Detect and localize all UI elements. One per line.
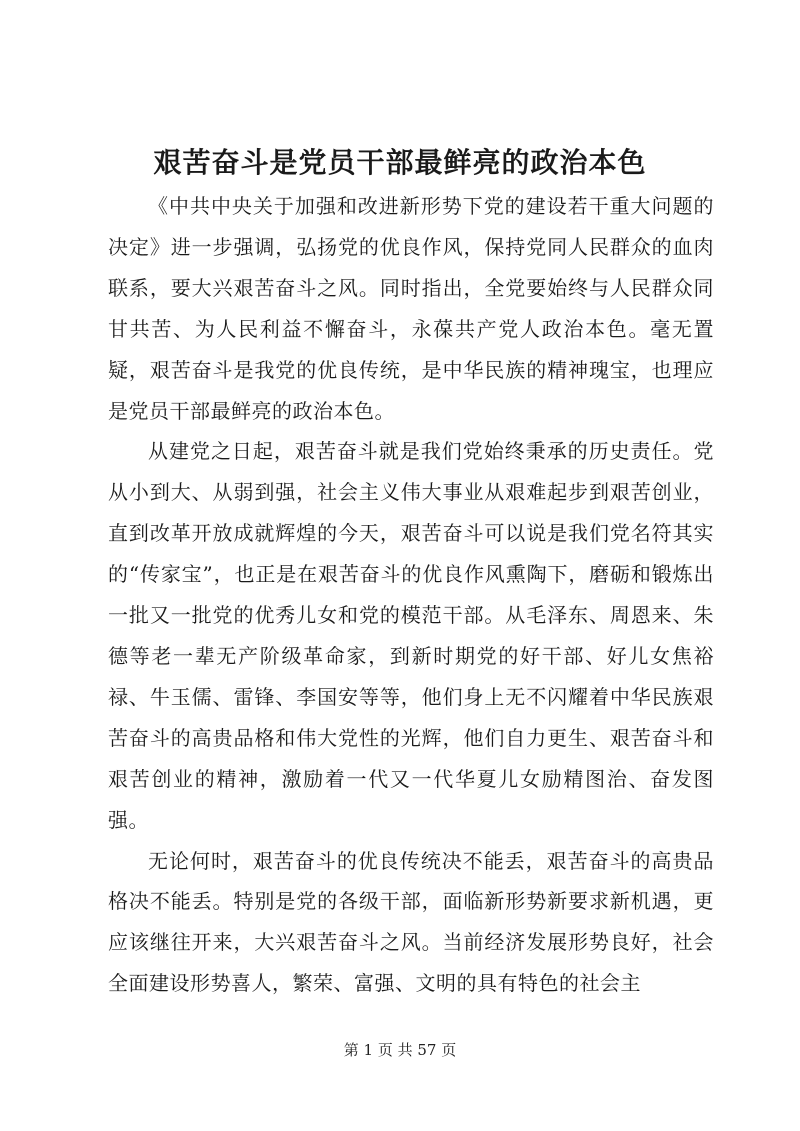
document-title: 艰苦奋斗是党员干部最鲜亮的政治本色	[153, 146, 647, 179]
paragraph-1: 《中共中央关于加强和改进新形势下党的建设若干重大问题的决定》进一步强调，弘扬党的优良作风，保持党同人民群众的血肉联系，要大兴艰苦奋斗之风。同时指出，全党要始终与人民群众同甘共苦、为人民利益不懈奋斗，永葆共产党人政治本色。毫无置疑，艰苦奋斗是我党的优良传统，是中华民族的精神瑰宝，也理应是党员干部最鲜亮的政治本色。	[108, 194, 714, 423]
page-footer	[0, 1040, 800, 1060]
paragraph-3: 无论何时，艰苦奋斗的优良传统决不能丢，艰苦奋斗的高贵品格决不能丢。特别是党的各级干部，面临新形势新要求新机遇，更应该继往开来，大兴艰苦奋斗之风。当前经济发展形势良好，社会全面建设形势喜人，繁荣、富强、文明的具有特色的社会主	[108, 848, 714, 996]
page-number-label: 第 1 页 共 57 页	[343, 1041, 457, 1059]
paragraph-2: 从建党之日起，艰苦奋斗就是我们党始终秉承的历史责任。党从小到大、从弱到强，社会主义伟大事业从艰难起步到艰苦创业，直到改革开放成就辉煌的今天，艰苦奋斗可以说是我们党名符其实的“传家宝”，也正是在艰苦奋斗的优良作风熏陶下，磨砺和锻炼出一批又一批党的优秀儿女和党的模范干部。从毛泽东、周恩来、朱德等老一辈无产阶级革命家，到新时期党的好干部、好儿女焦裕禄、牛玉儒、雷锋、李国安等等，他们身上无不闪耀着中华民族艰苦奋斗的高贵品格和伟大党性的光辉，他们自力更生、艰苦奋斗和艰苦创业的精神，激励着一代又一代华夏儿女励精图治、奋发图强。	[108, 439, 714, 832]
document-body	[108, 186, 714, 1004]
